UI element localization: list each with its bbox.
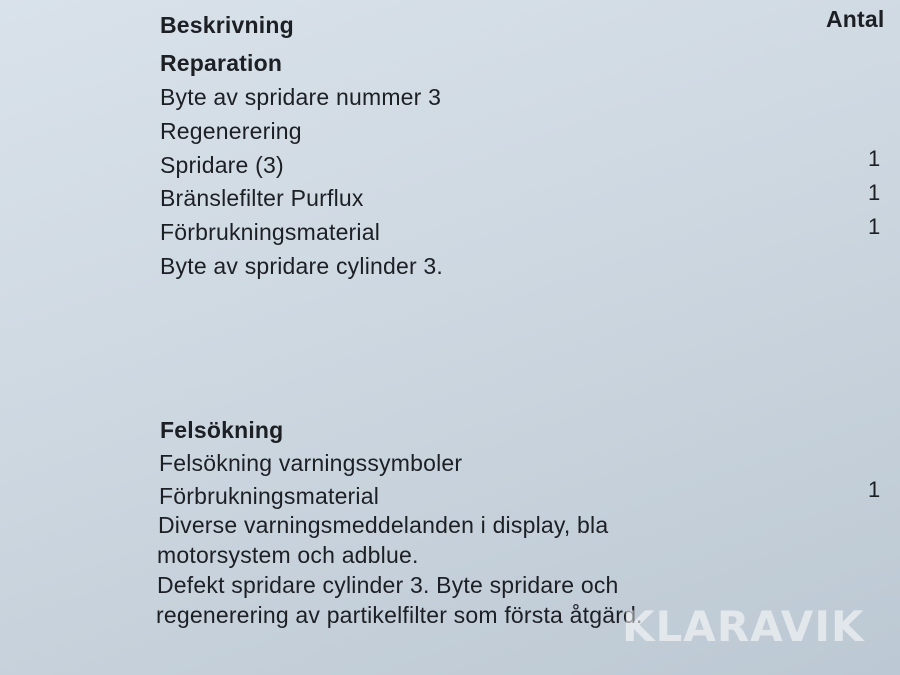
line-item: Förbrukningsmaterial: [160, 219, 381, 245]
line-item-quantity: 1: [868, 180, 881, 205]
line-item: Regenerering: [160, 118, 302, 144]
line-item: Defekt spridare cylinder 3. Byte spridare och: [157, 572, 619, 598]
quantity-column-header: Antal: [826, 6, 885, 32]
line-item-quantity: 1: [868, 146, 881, 171]
section-title-reparation: Reparation: [160, 50, 283, 76]
section-title-felsokning: Felsökning: [160, 417, 284, 443]
line-item: Byte av spridare nummer 3: [160, 84, 442, 110]
line-item-quantity: 1: [868, 477, 881, 502]
line-item: regenerering av partikelfilter som första åtgärd.: [156, 602, 643, 628]
line-item: Förbrukningsmaterial: [159, 483, 380, 509]
line-item: Felsökning varningssymboler: [159, 450, 463, 476]
line-item: Spridare (3): [160, 152, 284, 178]
klaravik-watermark: KLARAVIK: [622, 602, 865, 651]
line-item: Bränslefilter Purflux: [160, 185, 364, 211]
line-item-quantity: 1: [868, 214, 881, 239]
line-item: motorsystem och adblue.: [157, 542, 419, 568]
line-item: Diverse varningsmeddelanden i display, bla: [158, 512, 609, 538]
line-item: Byte av spridare cylinder 3.: [160, 253, 444, 279]
description-column-header: Beskrivning: [160, 12, 294, 38]
